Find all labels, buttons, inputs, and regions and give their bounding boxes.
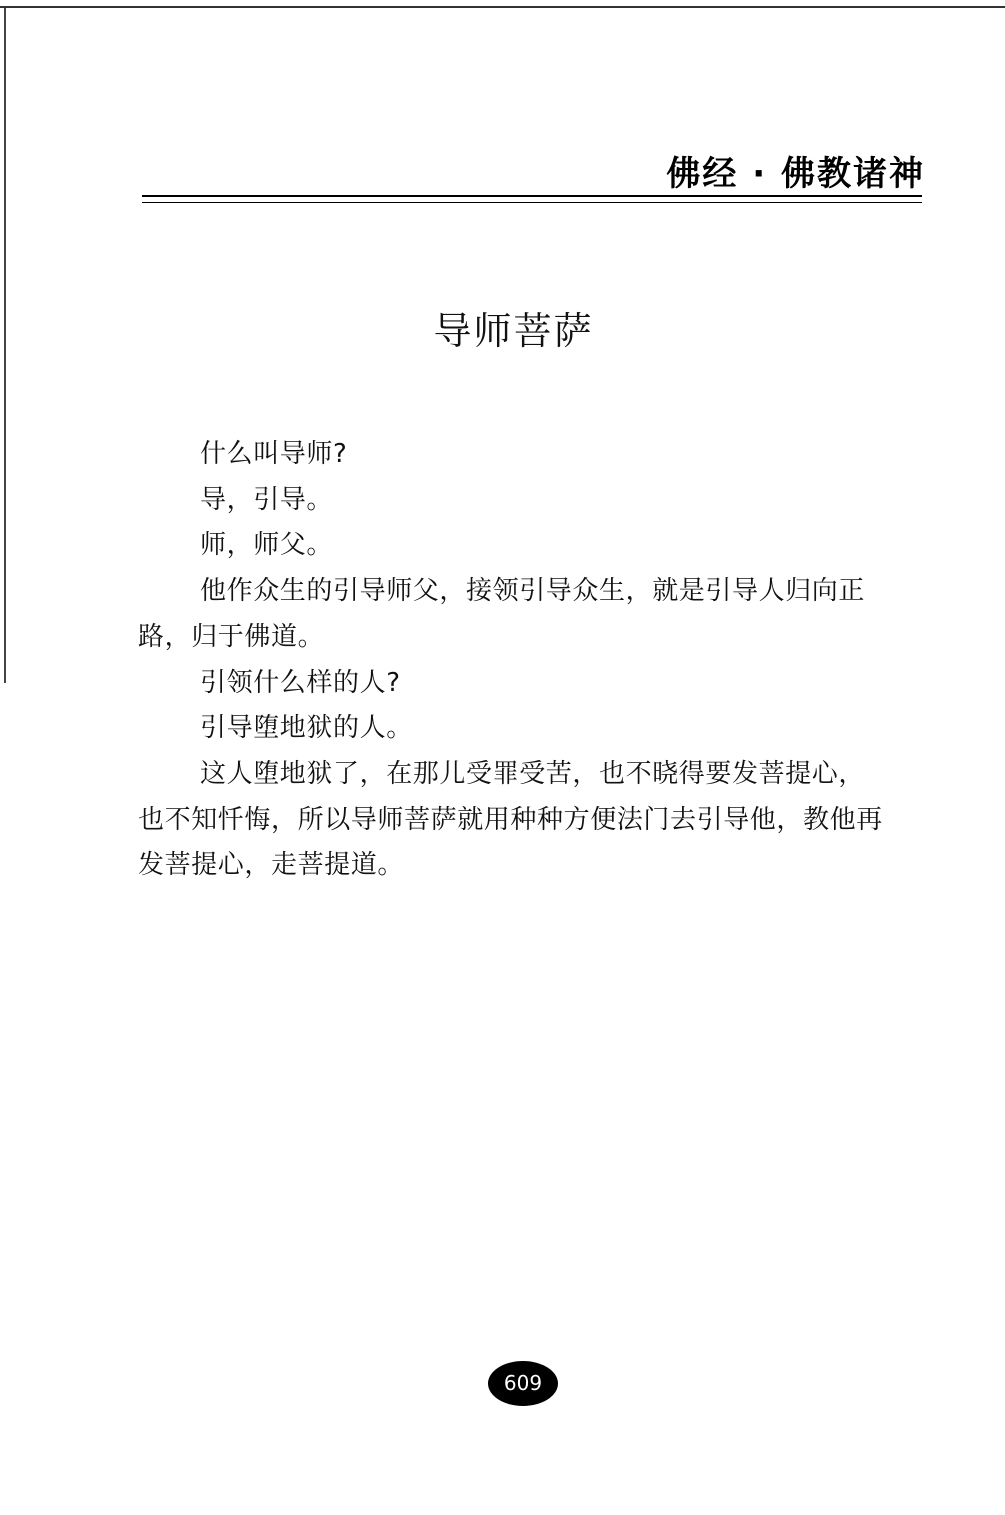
- paragraph: 他作众生的引导师父，接领引导众生，就是引导人归向正路，归于佛道。: [138, 576, 866, 652]
- paragraph: 这人堕地狱了，在那儿受罪受苦，也不晓得要发菩提心，也不知忏悔，所以导师菩萨就用种种方便法门去引导他，教他再发菩提心，走菩提道。: [138, 758, 883, 881]
- page-number-badge: 609: [488, 1361, 558, 1406]
- paragraph: 引领什么样的人?: [200, 667, 401, 698]
- paragraph: 师，师父。: [200, 530, 334, 561]
- running-header: 佛经 · 佛教诸神: [666, 154, 925, 194]
- scan-border-top: [0, 6, 1005, 8]
- paragraph: 引导堕地狱的人。: [200, 713, 413, 744]
- paragraph: 导，引导。: [200, 484, 334, 515]
- header-rule-thick: [142, 195, 922, 197]
- header-rule-thin: [142, 202, 922, 203]
- page-title: 导师菩萨: [433, 309, 594, 353]
- article-body: [138, 432, 883, 889]
- paragraph: 什么叫导师?: [200, 439, 348, 469]
